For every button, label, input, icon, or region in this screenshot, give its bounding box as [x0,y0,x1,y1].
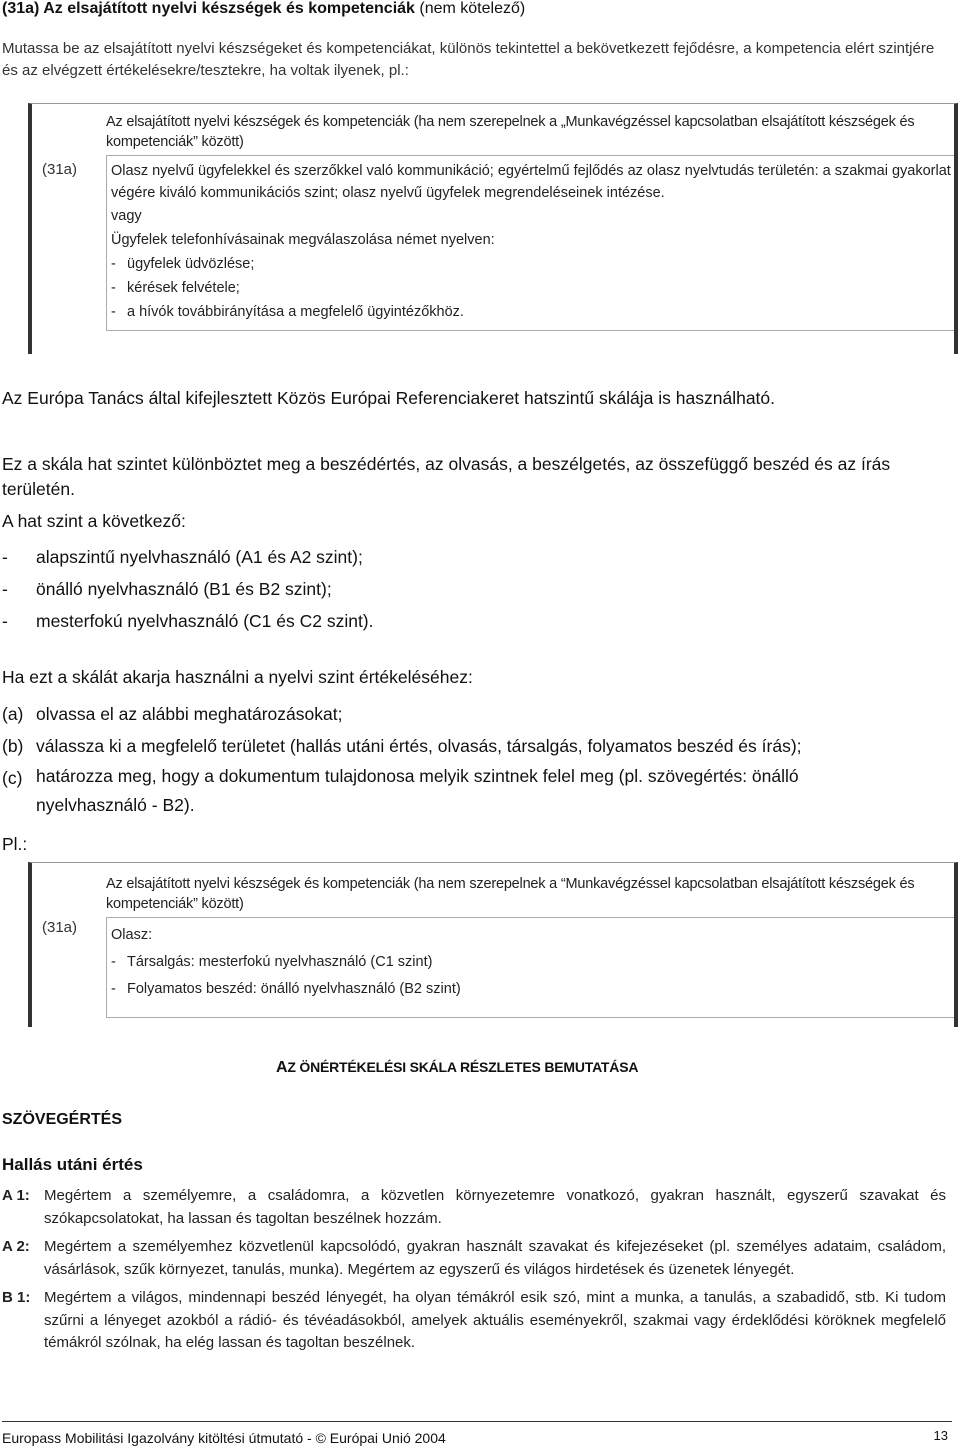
box-line: Ügyfelek telefonhívásainak megválaszolása német nyelven: [111,232,495,248]
level-code: A 1: [2,1187,30,1204]
footer-divider [2,1421,952,1422]
box-line: vagy [111,208,142,224]
paragraph: Ez a skála hat szintet különböztet meg a beszédértés, az olvasás, a beszélgetés, az összefüggő beszéd és az írás területén. [2,454,891,499]
box-header: Az elsajátított nyelvi készségek és kompetenciák (ha nem szerepelnek a “Munkavégzéssel kapcsolatban elsajátított készségek és kompetenciák” között) [106,876,915,912]
box-line: Olasz: [111,927,153,943]
footer-text: Europass Mobilitási Igazolvány kitöltési útmutató - © Európai Unió 2004 [2,1430,446,1446]
box-line: Olasz nyelvű ügyfelekkel és szerzőkkel való kommunikáció; egyértelmű fejlődés az olasz nyelvtudás területén: a szakmai gyakorlat végére kiváló kommunikációs szint; olasz nyelvű ügyfelek megrendeléseinek intézése. [111,163,951,201]
heading-bold: (31a) Az elsajátított nyelvi készségek és kompetenciák [2,0,415,17]
list-item: - alapszintű nyelvhasználó (A1 és A2 szint); [2,547,363,567]
list-item: (c) határozza meg, hogy a dokumentum tulajdonosa melyik szintnek felel meg (pl. szövegértés: önálló nyelvhasználó - B2). [2,766,799,815]
list-item: - mesterfokú nyelvhasználó (C1 és C2 szint). [2,611,374,631]
list-item: (a) olvassa el az alábbi meghatározásokat; [2,704,343,724]
descriptor-list [2,1185,946,1361]
subcategory-heading: Hallás utáni értés [2,1155,143,1174]
box-label: (31a) [42,161,78,178]
intro-paragraph: Mutassa be az elsajátított nyelvi készségeket és kompetenciákat, különös tekintettel a bekövetkezett fejődésre, a kompetencia elért szintjére és az elvégzett értékelésekre/tesztekre, ha voltak ilyenek, pl.: [2,40,935,79]
example-box-1 [28,103,958,354]
list-item: - a hívók továbbirányítása a megfelelő ügyintézőkhöz. [111,304,464,320]
list-item: - önálló nyelvhasználó (B1 és B2 szint); [2,579,332,599]
list-item: - Társalgás: mesterfokú nyelvhasználó (C1 szint) [111,954,433,970]
list-item: - ügyfelek üdvözlése; [111,256,255,272]
section-heading [2,0,525,18]
level-code: B 1: [2,1289,31,1306]
page-number: 13 [933,1428,948,1443]
example-box-content [106,112,954,331]
descriptor-item [2,1287,946,1355]
paragraph: Ha ezt a skálát akarja használni a nyelvi szint értékeléséhez: [2,667,473,687]
category-heading: SZÖVEGÉRTÉS [2,1111,123,1128]
box-header: Az elsajátított nyelvi készségek és kompetenciák (ha nem szerepelnek a „Munkavégzéssel kapcsolatban elsajátított készségek és kompetenciák” között) [106,114,915,150]
paragraph: A hat szint a következő: [2,511,186,531]
list-item: - kérések felvétele; [111,280,240,296]
descriptor-item [2,1236,946,1281]
list-item: (b) válassza ki a megfelelő területet (hallás utáni értés, olvasás, társalgás, folyamatos beszéd és írás); [2,736,802,756]
example-box-content [106,874,954,1018]
section-title: AZ ÖNÉRTÉKELÉSI SKÁLA RÉSZLETES BEMUTATÁSA [276,1059,639,1076]
example-box-2 [28,862,958,1027]
level-description: Megértem a világos, mindennapi beszéd lényegét, ha olyan témákról esik szó, mint a munka, a tanulás, a szabadidő, stb. Ki tudom szűrni a lényeget azokból a rádió- és tévéadásokból, amelyek aktuális eseményekről, szakmai vagy érdeklődési köröknek megfelelő témákról szólnak, ha elég lassan és tagoltan beszélnek. [44,1289,946,1351]
box-body [106,917,954,1018]
box-body [106,155,954,331]
levels-list [2,541,902,637]
steps-list [2,698,942,820]
heading-optional-note: (nem kötelező) [414,0,526,17]
list-item: - Folyamatos beszéd: önálló nyelvhasználó (B2 szint) [111,981,461,997]
level-code: A 2: [2,1238,30,1255]
paragraph: Az Európa Tanács által kifejlesztett Közös Európai Referenciakeret hatszintű skálája is használható. [2,388,776,408]
level-description: Megértem a személyemre, a családomra, a közvetlen környezetemre vonatkozó, gyakran használt, egyszerű szavakat és szókapcsolatokat, ha lassan és tagoltan beszélnek hozzám. [44,1187,946,1227]
descriptor-item [2,1185,946,1230]
box-label: (31a) [42,919,78,936]
level-description: Megértem a személyemhez közvetlenül kapcsolódó, gyakran használt szavakat és kifejezéseket (pl. személyes adataim, családom, vásárlások, szűk környezet, tanulás, munka). Megértem az egyszerű és világos hirdetések és üzenetek lényegét. [44,1238,946,1278]
example-label: Pl.: [2,834,28,854]
